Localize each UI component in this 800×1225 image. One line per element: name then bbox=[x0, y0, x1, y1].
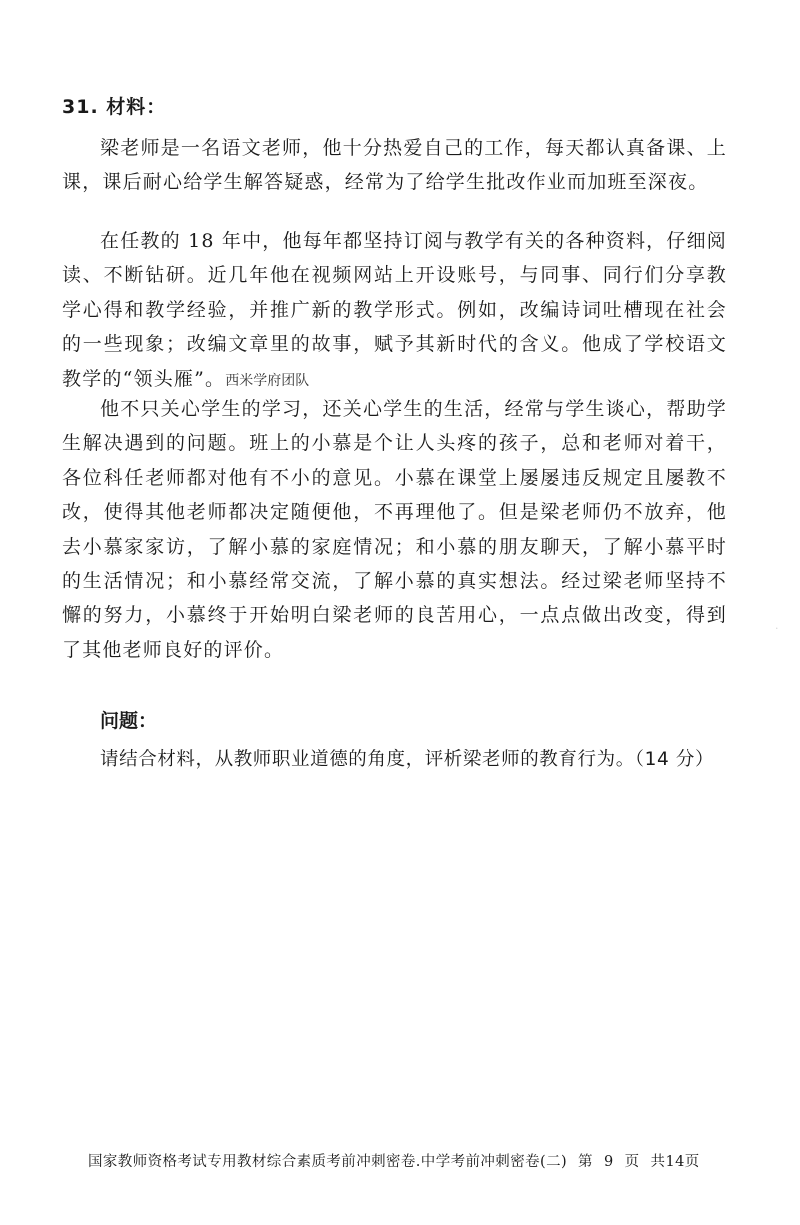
footer-total-pages: 共14页 bbox=[650, 1154, 700, 1170]
question-text: 请结合材料，从教师职业道德的角度，评析梁老师的教育行为。（14 分） bbox=[100, 749, 715, 770]
footer-page-number: 9 bbox=[603, 1154, 614, 1170]
footer-page-prefix: 第 bbox=[578, 1154, 593, 1170]
paragraph-2-text: 在任教的 18 年中，他每年都坚持订阅与教学有关的各种资料，仔细阅读、不断钻研。近几年他在视频网站上开设账号，与同事、同行们分享教学心得和教学经验，并推广新的教学形式。例如，改编诗词吐槽现在社会的一些现象；改编文章里的故事，赋予其新时代的含义。他成了学校语文教学的“领头雁”。 bbox=[62, 230, 727, 390]
footer-page-suffix: 页 bbox=[624, 1154, 640, 1170]
question-label: 问题： bbox=[100, 710, 158, 732]
inline-watermark: 西米学府团队 bbox=[225, 372, 310, 389]
material-paragraph-1 bbox=[62, 131, 727, 200]
paragraph-3-text: 他不只关心学生的学习，还关心学生的生活，经常与学生谈心，帮助学生解决遇到的问题。班上的小慕是个让人头疼的孩子，总和老师对着干，各位科任老师都对他有不小的意见。小慕在课堂上屡屡违反规定且屡教不改，使得其他老师都决定随便他，不再理他了。但是梁老师仍不放弃，他去小慕家家访，了解小慕的家庭情况；和小慕的朋友聊天，了解小慕平时的生活情况；和小慕经常交流，了解小慕的真实想法。经过梁老师坚持不懈的努力，小慕终于开始明白梁老师的良苦用心，一点点做出改变，得到了其他老师良好的评价。 bbox=[62, 398, 727, 661]
material-paragraph-2 bbox=[62, 224, 727, 398]
footer-title: 国家教师资格考试专用教材综合素质考前冲刺密卷.中学考前冲刺密卷(二) bbox=[88, 1154, 568, 1170]
question-heading: 31. 材料： bbox=[62, 96, 167, 118]
page-footer bbox=[88, 1150, 706, 1171]
paragraph-1-text: 梁老师是一名语文老师，他十分热爱自己的工作，每天都认真备课、上课，课后耐心给学生解答疑惑，经常为了给学生批改作业而加班至深夜。 bbox=[62, 137, 727, 194]
margin-mark: · bbox=[775, 622, 779, 635]
material-paragraph-3 bbox=[62, 392, 727, 667]
